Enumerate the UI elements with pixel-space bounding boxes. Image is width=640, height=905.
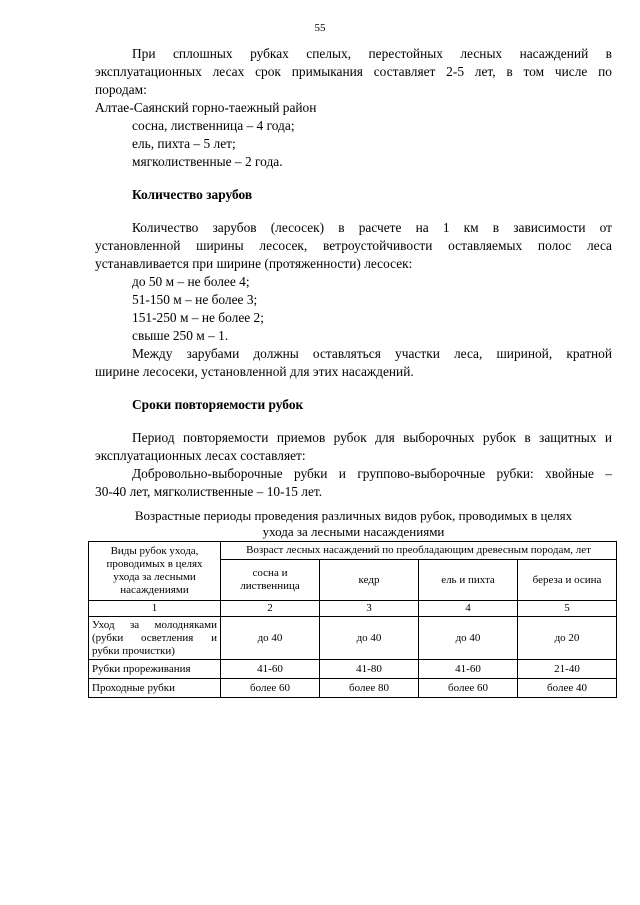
width-rule-line: 51-150 м – не более 3; xyxy=(132,292,258,307)
table-cell: более 40 xyxy=(518,679,617,698)
width-rule-line: 151-250 м – не более 2; xyxy=(132,310,264,325)
para-count-line-2: установленной ширины лесосек, ветроустойчивости оставляемых полос леса xyxy=(95,238,612,253)
table-row xyxy=(89,660,617,679)
table-cell: 41-60 xyxy=(419,660,518,679)
para-selective-line-1: Добровольно-выборочные рубки и группово-выборочные рубки: хвойные – xyxy=(132,466,612,481)
table-cell: 1 xyxy=(89,601,221,617)
species-term-line: мягколиственные – 2 года. xyxy=(132,154,283,169)
table-cell: более 80 xyxy=(320,679,419,698)
table-cell: 41-60 xyxy=(221,660,320,679)
species-term-line: сосна, лиственница – 4 года; xyxy=(132,118,295,133)
para-between-line-2: ширине лесосеки, установленной для этих насаждений. xyxy=(95,364,414,379)
para-between-line-1: Между зарубами должны оставляться участки леса, шириной, кратной xyxy=(132,346,612,361)
table-cell: 2 xyxy=(221,601,320,617)
table-header-cell: ель и пихта xyxy=(419,560,518,601)
table-cell: до 40 xyxy=(221,617,320,660)
table-cell: до 20 xyxy=(518,617,617,660)
table-group-header: Возраст лесных насаждений по преобладающим древесным породам, лет xyxy=(221,542,617,560)
para-intro-line-1: При сплошных рубках спелых, перестойных лесных насаждений в xyxy=(132,46,612,61)
table-cell: 21-40 xyxy=(518,660,617,679)
table-row-label: Рубки прореживания xyxy=(89,660,221,679)
table-cell: 41-80 xyxy=(320,660,419,679)
table-cell: 5 xyxy=(518,601,617,617)
table-cell: 4 xyxy=(419,601,518,617)
table-cell: более 60 xyxy=(221,679,320,698)
felling-periods-table xyxy=(88,541,617,698)
region-name: Алтае-Саянский горно-таежный район xyxy=(95,100,317,115)
para-count-line-3: устанавливается при ширине (протяженности) лесосек: xyxy=(95,256,413,271)
table-row xyxy=(89,617,617,660)
width-rule-line: до 50 м – не более 4; xyxy=(132,274,250,289)
page-number: 55 xyxy=(314,22,326,34)
table-header-row xyxy=(89,542,617,560)
table-cell: более 60 xyxy=(419,679,518,698)
table-header-cell: береза и осина xyxy=(518,560,617,601)
table-row-label: Проходные рубки xyxy=(89,679,221,698)
table-caption-line-1: Возрастные периоды проведения различных видов рубок, проводимых в целях xyxy=(134,508,573,523)
table-number-row xyxy=(89,601,617,617)
table-caption-line-2: ухода за лесными насаждениями xyxy=(262,524,445,539)
para-period-line-2: эксплуатационных лесах составляет: xyxy=(95,448,306,463)
table-header-cell: кедр xyxy=(320,560,419,601)
para-intro-line-3: породам: xyxy=(95,82,147,97)
para-count-line-1: Количество зарубов (лесосек) в расчете на 1 км в зависимости от xyxy=(132,220,612,235)
table-header-cell: сосна и лиственница xyxy=(221,560,320,601)
species-term-line: ель, пихта – 5 лет; xyxy=(132,136,236,151)
table-row-label: Уход за молодняками (рубки осветления и рубки прочистки) xyxy=(89,617,221,660)
section-heading-count: Количество зарубов xyxy=(132,187,253,202)
para-period-line-1: Период повторяемости приемов рубок для выборочных рубок в защитных и xyxy=(132,430,612,445)
table-cell: до 40 xyxy=(419,617,518,660)
width-rule-line: свыше 250 м – 1. xyxy=(132,328,229,343)
table-cell: 3 xyxy=(320,601,419,617)
table-cell: до 40 xyxy=(320,617,419,660)
table-row xyxy=(89,679,617,698)
section-heading-periods: Сроки повторяемости рубок xyxy=(132,397,304,412)
para-selective-line-2: 30-40 лет, мягколиственные – 10-15 лет. xyxy=(95,484,323,499)
table-header-cell: Виды рубок ухода, проводимых в целях ухода за лесными насаждениями xyxy=(89,542,221,601)
para-intro-line-2: эксплуатационных лесах срок примыкания составляет 2-5 лет, в том числе по xyxy=(95,64,612,79)
